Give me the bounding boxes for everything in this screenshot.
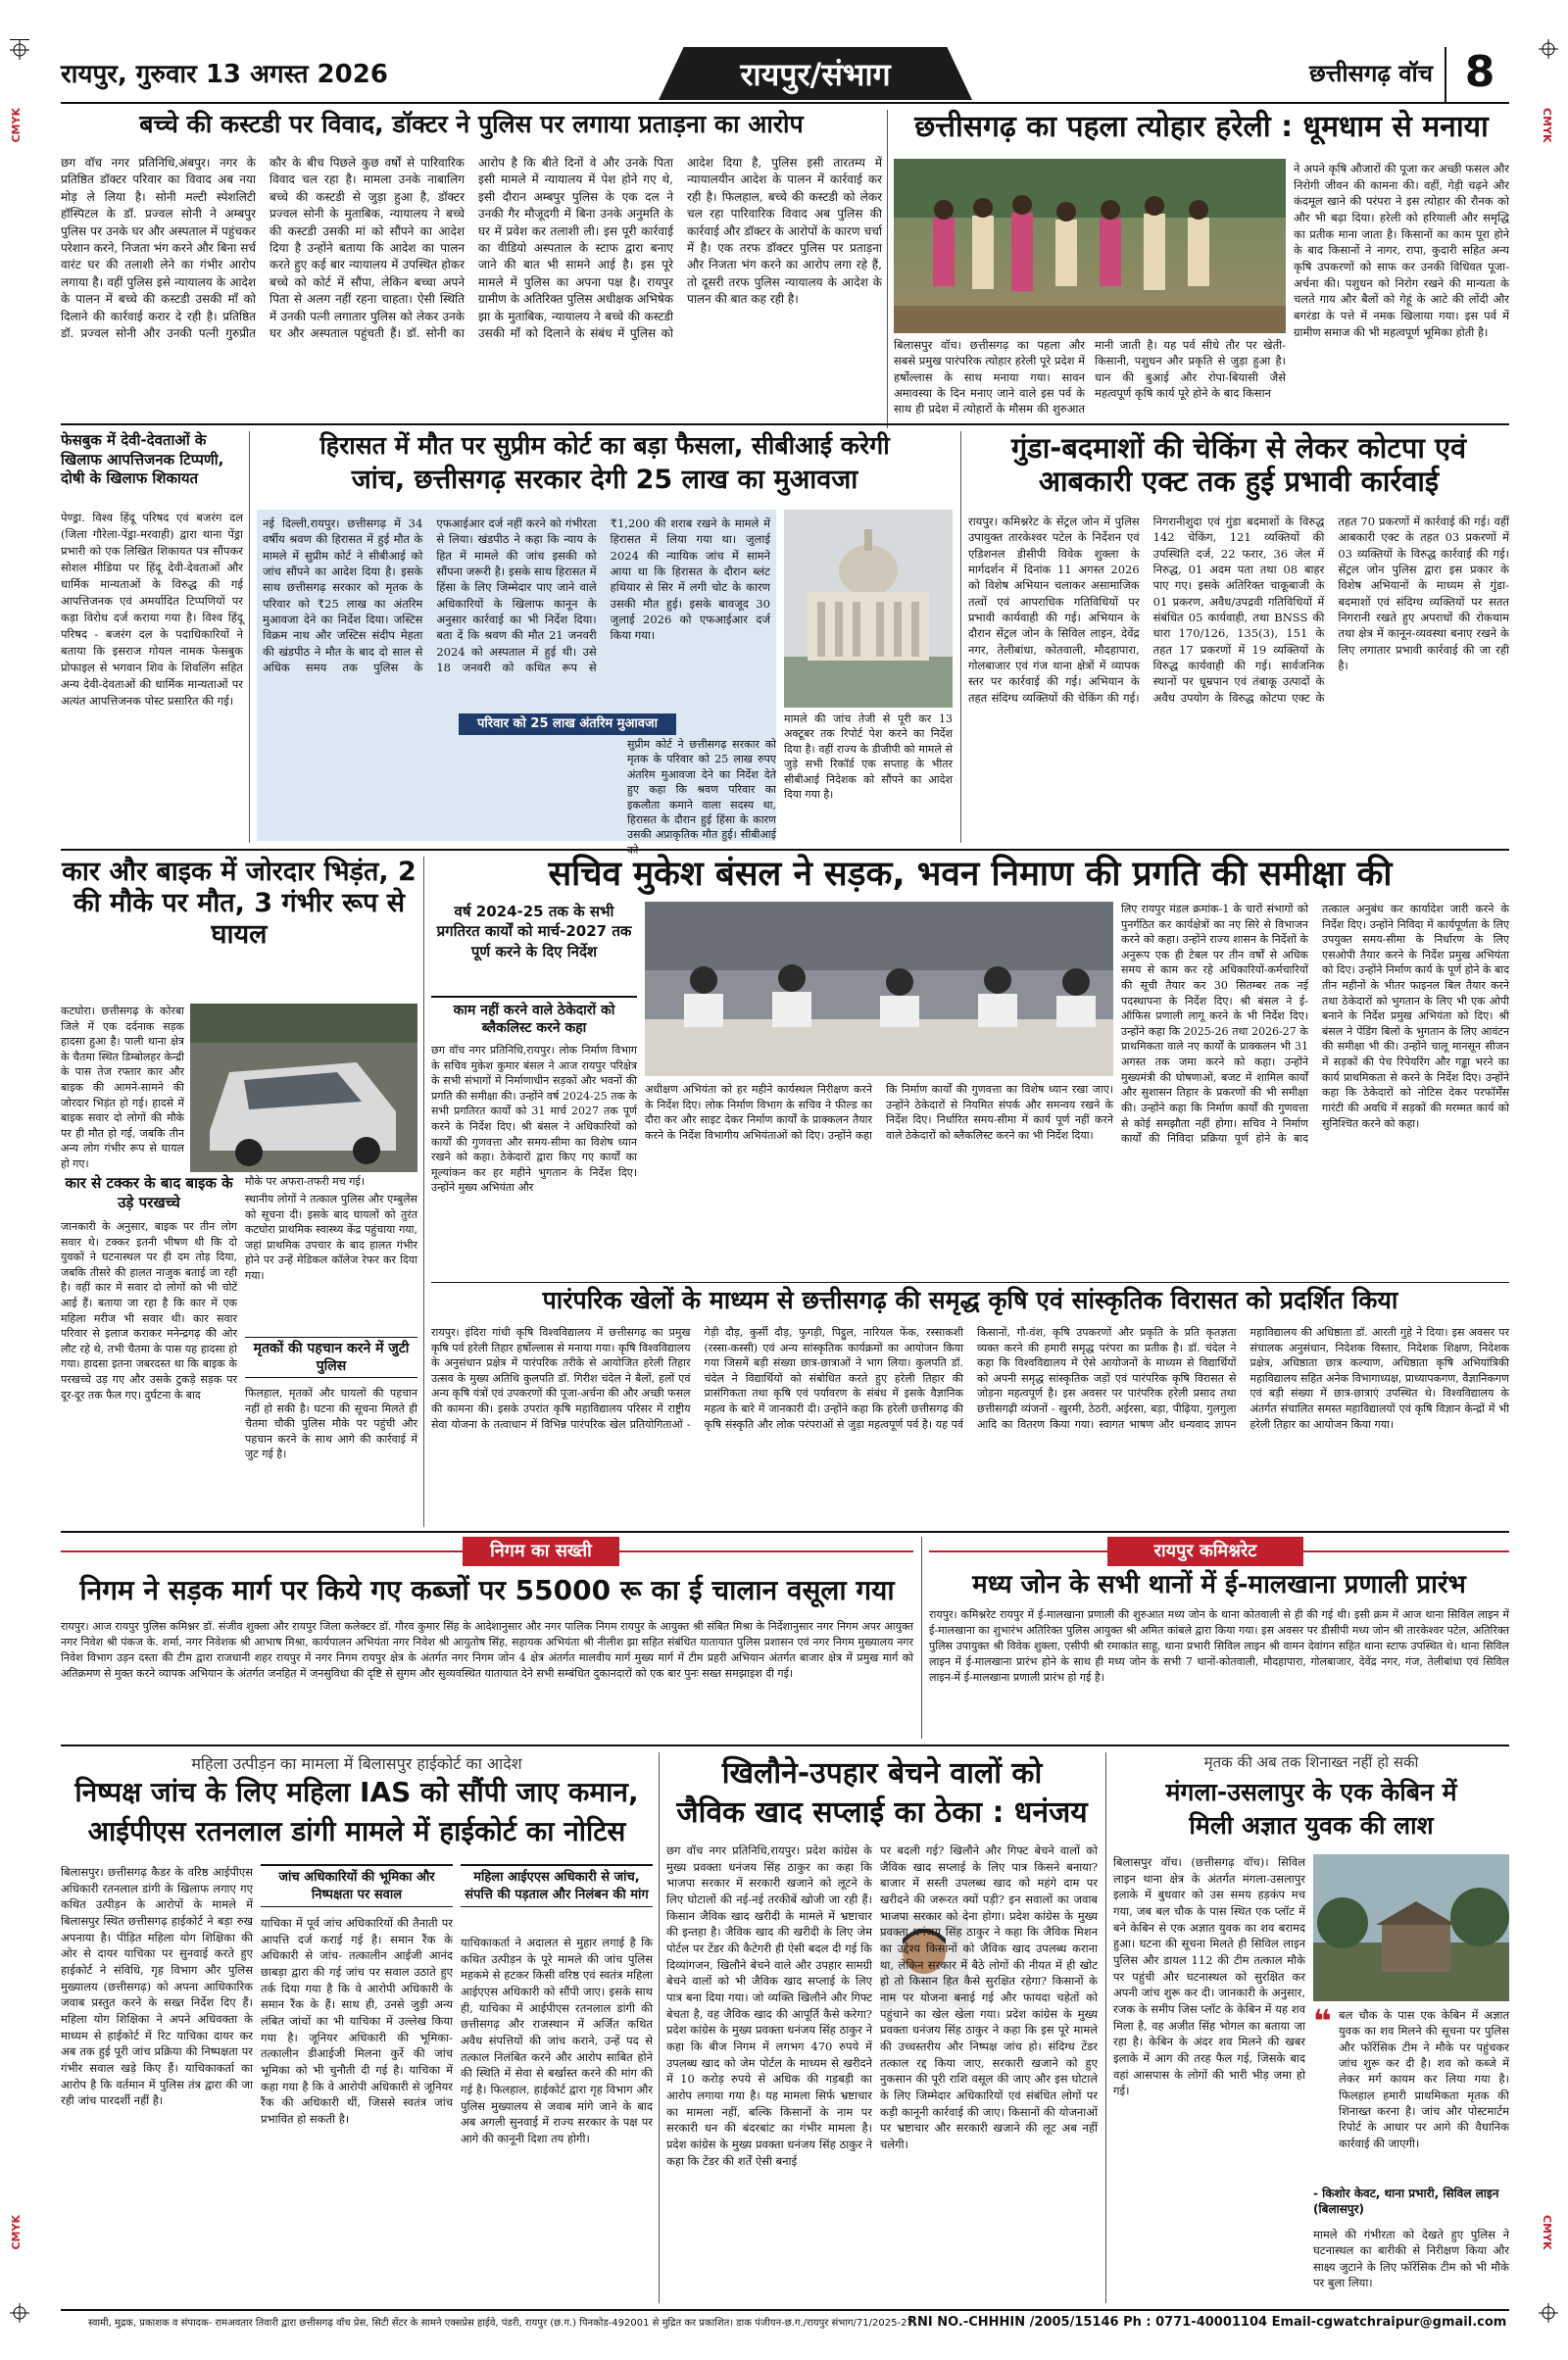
custodial-death-headline-line2: जांच, छत्तीसगढ़ सरकार देगी 25 लाख का मुआवजा: [351, 465, 858, 495]
custody-headline: बच्चे की कस्टडी पर विवाद, डॉक्टर ने पुलिस पर लगाया प्रताड़ना का आरोप: [139, 110, 804, 138]
nigam-tag: निगम का सख्ती: [463, 1537, 619, 1566]
harassment-text-3: याचिकाकर्ता ने अदालत से मुहार लगाई है कि कथित उत्पीड़न के पूरे मामले की जांच पुलिस महकमे से हटकर किसी वरिष्ठ एवं स्वतंत्र महिला आईएएस अधिकारी को सौंपी जाए। इसके साथ ही, याचिका में आईपीएस रतनलाल डांगी की छत्तीसगढ़ और राजस्थान में अर्जित कथित अवैध संपत्तियों की जांच कराने, उन्हें पद से तत्काल निलंबित करने और आरोप साबित होने की स्थिति में सेवा से बर्खास्त करने की मांग की गई है। फिलहाल, हाईकोर्ट द्वारा गृह विभाग और पुलिस मुख्यालय से जवाब मांगे जाने के बाद अब अगली सुनवाई में राज्य सरकार के पक्ष पर आगे की कानूनी दिशा तय होगी।: [461, 1936, 653, 2146]
hareli-headline: छत्तीसगढ़ का पहला त्योहार हरेली : धूमधाम से मनाया: [914, 110, 1489, 144]
registration-cross-icon: [1539, 2303, 1558, 2323]
secretary-text-1: छग वॉच नगर प्रतिनिधि,रायपुर। लोक निर्माण विभाग के सचिव मुकेश कुमार बंसल ने आज रायपुर परिक्षेत्र के सभी संभागों में निर्माणाधीन सड़कों और भवनों की प्रगति की समीक्षा की। उन्होंने वर्ष 2024-25 तक के सभी प्रगतिरत कार्यों को 31 मार्च 2027 तक पूर्ण करने के निर्देश दिए। श्री बंसल ने अधिकारियों को कार्यों की गुणवत्ता और समय-सीमा का विशेष ध्यान रखने को कहा। ठेकेदारों द्वारा किए गए कार्यों का मूल्यांकन कर हर महीने भुगतान के निर्देश दिए। उन्होंने मुख्य अभियंता और: [431, 1044, 637, 1195]
right-print-marks: [1537, 39, 1560, 2333]
nigam-tag-rule: [61, 1550, 463, 1552]
commissionerate-tag: रायपुर कमिश्नरेट: [1107, 1537, 1303, 1566]
harassment-text-1: बिलासपुर। छत्तीसगढ़ कैडर के वरिष्ठ आईपीएस अधिकारी रतनलाल डांगी के खिलाफ लगाए गए कथित उत्पीड़न के आरोपों के मामले में बिलासपुर स्थित छत्तीसगढ़ हाईकोर्ट ने बड़ा रुख अपनाया है। पीड़ित महिला योग शिक्षिका की ओर से दायर याचिका पर सुनवाई करते हुए हाईकोर्ट ने संविधि, गृह विभाग और पुलिस मुख्यालय (छत्तीसगढ़) को अपना आधिकारिक जवाब प्रस्तुत करने के सख्त निर्देश दिए हैं। महिला योग शिक्षिका ने अपने अधिवक्ता के माध्यम से हाईकोर्ट में रिट याचिका दायर कर अब तक हुई पूरी जांच प्रक्रिया की निष्पक्षता पर गंभीर सवाल खड़े किए हैं। याचिकाकर्ता का आरोप है कि वर्तमान में पुलिस तंत्र द्वारा की जा रही जांच पारदर्शी नहीं है।: [61, 1865, 253, 2108]
hareli-festival-photo: [894, 159, 1286, 333]
custodial-death-article-text: नई दिल्ली,रायपुर। छत्तीसगढ़ में 34 वर्षीय श्रवण की हिरासत में हुई मौत के मामले में सुप्रीम कोर्ट ने सीबीआई को जांच सौंपने का आदेश दिया है। इसके साथ छत्तीसगढ़ सरकार को मृतक के परिवार को ₹25 लाख का अंतरिम मुआवजा देने का निर्देश दिया। जस्टिस विक्रम नाथ और जस्टिस संदीप मेहता की खंडपीठ ने मौत के बाद दो साल से अधिक समय तक पुलिस के एफआईआर दर्ज नहीं करने को गंभीरता से लिया। खंडपीठ ने कहा कि न्याय के हित में मामले की जांच इसकी को सौंपना जरूरी है। इसके साथ हिरासत में हिंसा के लिए जिम्मेदार पाए जाने वाले अधिकारियों के खिलाफ कानून के अनुसार कार्रवाई का भी निर्देश दिया। बता दें कि श्रवण की मौत 21 जनवरी 2024 को अस्पताल में हुई थी। उसे 18 जनवरी को कथित रूप से ₹1,200 की शराब रखने के मामले में हिरासत में लिया गया था। जुलाई 2024 की न्यायिक जांच में सामने आया था कि हिरासत के दौरान ब्लंट हथियार से सिर में लगी चोट के कारण उसकी मौत हुई। इसके बावजूद 30 जुलाई 2026 को एफआईआर दर्ज किया गया।: [257, 510, 776, 841]
column-rule: [249, 431, 250, 843]
accident-car-photo: [190, 1004, 417, 1172]
hareli-photo-svg: [894, 159, 1286, 333]
footer-rule: [61, 2309, 1509, 2311]
cmyk-label-top: CMYK: [10, 108, 23, 143]
hareli-photo-caption: बिलासपुर वॉच। छत्तीसगढ़ का पहला और सबसे प्रमुख पारंपरिक त्योहार हरेली पूरे प्रदेश में हर्षोल्लास के साथ मनाया गया। सावन अमावस्या के दिन मनाए जाने वाले इस पर्व के साथ ही प्रदेश में त्योहारों के मौसम की शुरुआत मानी जाती है। यह पर्व सीधे तौर पर खेती-किसानी, पशुधन और प्रकृति से जुड़ा हुआ है। धान की बुआई और रोपा-बियासी जैसे महत्वपूर्ण कृषि कार्य पूरे होने के बाद किसान: [894, 338, 1286, 417]
dhananjay-headline-line2: जैविक खाद सप्लाई का ठेका : धनंजय: [676, 1795, 1088, 1830]
supreme-court-photo-caption: मामले की जांच तेजी से पूरी कर 13 अक्टूबर तक रिपोर्ट पेश करने का निर्देश दिया है। वहीं राज्य के डीजीपी को मामले से जुड़े सभी रिकॉर्ड एक सप्ताह के भीतर सीबीआई निदेशक को सौंपने का आदेश दिया गया है।: [784, 713, 953, 801]
secretary-subhead-1: वर्ष 2024-25 तक के सभी प्रगतिरत कार्यों को मार्च-2027 तक पूर्ण करने के दिए निर्देश: [436, 903, 632, 960]
column-rule: [960, 431, 961, 843]
custody-article-text: छग वॉच नगर प्रतिनिधि,अंबपुर। नगर के प्रतिष्ठित डॉक्टर परिवार का विवाद अब नया मोड़ ले लिया है। सोनी मल्टी स्पेशलिटी हॉस्पिटल के डॉ. प्रज्वल सोनी ने अम्बपुर पुलिस पर उनके घर और अस्पताल में पहुंचकर परेशान करने, निजता भंग करने और बिना सर्च वारंट घर की तलाशी लेने का गंभीर आरोप लगाया है। वहीं पुलिस इसे न्यायालय के आदेश के पालन में बच्चे की कस्टडी उसकी माँ को दिलाने की कार्रवाई करार दे रही है। प्रतिष्ठित डॉ. प्रज्वल सोनी और उनकी पत्नी गुरुप्रीत कौर के बीच पिछले कुछ वर्षों से पारिवारिक विवाद चल रहा है। मामला उनके नाबालिग बच्चे की कस्टडी से जुड़ा हुआ है, डॉक्टर प्रज्वल सोनी के मुताबिक, न्यायालय ने बच्चे की कस्टडी उसकी मां को सौंपने का आदेश दिया है उन्होंने बताया कि आदेश का पालन करते हुए कई बार न्यायालय में उपस्थित होकर बच्चे को कोर्ट में सौंपा, लेकिन बच्चा अपने पिता से अलग नहीं रहना चाहता। ऐसी स्थिति में उनकी पत्नी लगातार पुलिस को लेकर उनके घर और अस्पताल पहुंचती हैं। डॉ. सोनी का आरोप है कि बीते दिनों वे और उनके पिता इसी मामले में न्यायालय में पेश होने गए थे, इसी दौरान अम्बपुर पुलिस के एक दल ने उनकी गैर मौजूदगी में बिना उनके अनुमति के घर में प्रवेश कर तलाशी ली। इस पूरी कार्रवाई का वीडियो अस्पताल के स्टाफ द्वारा बनाए जाने की बात भी सामने आई है। इस पूरे मामले में पुलिस का अपना पक्ष है। रायपुर ग्रामीण के अतिरिक्त पुलिस अधीक्षक अभिषेक झा के मुताबिक, न्यायालय ने बच्चे की कस्टडी उसकी माँ को दिलाने के संबंध में पुलिस को आदेश दिया है, पुलिस इसी तारतम्य में न्यायालयीन आदेश के पालन में कार्रवाई कर रही है। फिलहाल, बच्चे की कस्टडी को लेकर चल रहा पारिवारिक विवाद अब पुलिस की कार्रवाई और डॉक्टर के आरोपों के कारण चर्चा में है। एक तरफ डॉक्टर पुलिस पर प्रताड़ना और निजता भंग करने का आरोप लगा रहे हैं, तो दूसरी तरफ पुलिस न्यायालय के आदेश के पालन की बात कह रही है।: [61, 156, 882, 340]
police-quote: बल चौक के पास एक केबिन में अज्ञात युवक का शव मिलने की सूचना पर पुलिस और फॉरेंसिक टीम ने मौके पर पहुंचकर जांच शुरू कर दी है। शव को कब्जे में लेकर मर्ग कायम कर लिया गया है। फिलहाल हमारी प्राथमिकता मृतक की शिनाख्त करना है। जांच और पोस्टमार्टम रिपोर्ट के आधार पर आगे की वैधानिक कार्रवाई की जाएगी।: [1339, 2008, 1509, 2150]
e-malkhana-headline: मध्य जोन के सभी थानों में ई-मालखाना प्रणाली प्रारंभ: [972, 1570, 1466, 1599]
section-rule: [61, 849, 1509, 851]
harassment-headline-line1: निष्पक्ष जांच के लिए महिला IAS को सौंपी जाए कमान,: [74, 1776, 639, 1808]
dhananjay-headline-line1: खिलौने-उपहार बेचने वालों को: [721, 1756, 1043, 1791]
body-found-kicker: मृतक की अब तक शिनाख्त नहीं हो सकी: [1203, 1753, 1419, 1771]
column-rule: [659, 1752, 660, 2303]
secretary-text-3: लिए रायपुर मंडल क्रमांक-1 के चारों संभागों को पुनर्गठित कर कार्यक्षेत्रों का नए सिरे से विभाजन करने को कहा। उन्होंने राज्य शासन के निर्देशों के अनुरूप एक ही टेबल पर तीन वर्षों से अधिक समय से काम कर रहे अधिकारियों-कर्मचारियों की सूची तैयार कर 30 सितम्बर तक नई पदस्थापना के निर्देश दिए। श्री बंसल ने ई-ऑफिस प्रणाली लागू करने के भी निर्देश दिए। उन्होंने कहा कि 2025-26 तथा 2026-27 के प्राथमिकता वाले नए कार्यों के प्राक्कलन भी 31 अगस्त तक जमा करने को कहा। उन्होंने मुख्यमंत्री की घोषणाओं, बजट में शामिल कार्यों और सुशासन तिहार के प्रकरणों की भी समीक्षा की। उन्होंने कहा कि निर्माण कार्यों की गुणवत्ता से कोई समझौता नहीं होगा। सचिव ने निर्माण कार्यों की निविदा प्रक्रिया पूर्ण होने के बाद तत्काल अनुबंध कर कार्यादेश जारी करने के निर्देश दिए। उन्होंने निविदा में कार्यपूर्णता के लिए उपयुक्त समय-सीमा के निर्धारण के लिए एसओपी तैयार करने के निर्देश प्रमुख अभियंता को दिए। उन्होंने निर्माण कार्य के पूर्ण होने के बाद तीन महीनों के भीतर फाइनल बिल तैयार करने तथा ठेकेदारों को भुगतान के लिए भी एक ओपी बनाने के निर्देश प्रमुख अभियंता को दिए। श्री बंसल ने पेंडिंग बिलों के भुगतान के लिए आवंटन की समीक्षा भी की। उन्होंने चालू मानसून सीजन में सड़कों की पेच रिपेयरिंग और गड्ढा भरने का कार्य प्राथमिकता से करने के निर्देश दिए। उन्होंने कहा कि ठेकेदारों को नोटिस देकर परफॉर्मेंस गारंटी की अवधि में सड़कों की मरम्मत कार्य को सुनिश्चित करने को कहा।: [1121, 903, 1509, 1146]
masthead-date: रायपुर, गुरुवार 13 अगस्त 2026: [61, 60, 388, 89]
body-found-headline-line2: मिली अज्ञात युवक की लाश: [1189, 1811, 1434, 1840]
custodial-death-headline-line1: हिरासत में मौत पर सुप्रीम कोर्ट का बड़ा फैसला, सीबीआई करेगी: [319, 431, 890, 460]
body-found-text-1: बिलासपुर वॉच। (छत्तीसगढ़ वॉच)। सिविल लाइन थाना क्षेत्र के अंतर्गत मंगला-उसलापुर इलाके में बुधवार को उस समय हड़कंप मच गया, जब बल चौक के पास स्थित एक प्लॉट में बने केबिन से एक अज्ञात युवक का शव बरामद हुआ। घटना की सूचना मिलते ही सिविल लाइन पुलिस और डायल 112 की टीम तत्काल मौके पर पहुंची और घटनास्थल को सुरक्षित कर अपनी जांच शुरू कर दी। जानकारी के अनुसार, रजक के समीप जिस प्लॉट के केबिन में यह शव मिला है, वह अजीत सिंह भोगल का बताया जा रहा है। केबिन के अंदर शव मिलने की खबर इलाके में आग की तरह फैल गई, जिसके बाद वहां आसपास के लोगों की भारी भीड़ जमा हो गई।: [1113, 1855, 1305, 2098]
section-rule: [61, 423, 1509, 425]
nigam-article-text: रायपुर। आज रायपुर पुलिस कमिश्नर डॉ. संजीव शुक्ला और रायपुर जिला कलेक्टर डॉ. गौरव कुमार सिंह के आदेशानुसार और नगर पालिक निगम रायपुर के आयुक्त श्री संबित मिश्रा के निर्देशानुसार नगर निगम अपर आयुक्त नगर निवेश श्री पंकज के. शर्मा, नगर निवेशक श्री आभाष मिश्रा, कार्यपालन अभियंता नगर निवेश श्री आयुतोष सिंह, सहायक अभियंता श्री नीलीश झा सहित संबंधित यातायात पुलिस प्रशासन एवं नगर निगम मुख्यालय नगर निवेश विभाग उड़न दस्ता की टीम द्वारा राजधानी शहर रायपुर में नगर निगम रायपुर क्षेत्र के अंतर्गत नगर निगम जोन 4 क्षेत्र अंतर्गत मालवीय मार्ग मुख्य मार्ग में टीम प्रहरी अभियान अंतर्गत बाजार क्षेत्र में प्रमुख मार्ग को अतिक्रमण से मुक्त करने व्यापक अभियान के अंतर्गत जनहित में जनसुविधा की दृष्टि से सुगम और सुव्यवस्थित यातायात देने सभी सम्बंधित दुकानदारों को एक बार पुनः सख्त समझाइश दी गई।: [61, 1620, 913, 1680]
traditional-games-article-text: रायपुर। इंदिरा गांधी कृषि विश्वविद्यालय में छत्तीसगढ़ का प्रमुख कृषि पर्व हरेली तिहार हर्षोल्लास से मनाया गया। कृषि विश्वविद्यालय के अनुसंधान प्रक्षेत्र में पारंपरिक तरीके से आयोजित हरेली तिहार उत्सव के मुख्य अतिथि कुलपति डॉ. गिरीश चंदेल ने बैलों, हलों एवं अन्य कृषि यंत्रों एवं उपकरणों की पूजा-अर्चना की और अच्छी फसल की कामना की। इसके उपरांत कृषि महाविद्यालय परिसर में राष्ट्रीय सेवा योजना के तत्वाधान में विभिन्न पारंपरिक खेल प्रतियोगिताओं - गेड़ी दौड़, कुर्सी दौड़, फुगड़ी, पिट्ठुल, नारियल फेंक, रस्साकशी (रस्सा-कस्सी) एवं अन्य सांस्कृतिक कार्यक्रमों का आयोजन किया गया जिसमें बड़ी संख्या छात्र-छात्राओं ने भाग लिया। कुलपति डॉ. चंदेल ने विद्यार्थियों को संबोधित करते हुए हरेली तिहार की प्रासंगिकता तथा कृषि एवं पर्यावरण के संबंध में इसके वैज्ञानिक महत्व के बारे में जानकारी दी। उन्होंने कहा कि हरेली छत्तीसगढ़ की कृषि संस्कृति और लोक परंपराओं से जुड़ा महत्वपूर्ण पर्व है। यह पर्व किसानों, गौ-वंश, कृषि उपकरणों और प्रकृति के प्रति कृतज्ञता व्यक्त करने की हमारी समृद्ध परंपरा का प्रतीक है। डॉ. चंदेल ने कहा कि विश्वविद्यालय में ऐसे आयोजनों के माध्यम से विद्यार्थियों को अपनी समृद्ध सांस्कृतिक जड़ों एवं पारंपरिक कृषि विरासत से जोड़ना महत्वपूर्ण है। इस अवसर पर पारंपरिक हरेली प्रसाद तथा छत्तीसगढ़ी व्यंजनों - खुरमी, ठेठरी, अईरसा, बड़ा, पीढ़िया, गुलगुला आदि का वितरण किया गया। स्वागत भाषण और धन्यवाद ज्ञापन महाविद्यालय की अधिष्ठाता डॉ. आरती गुहे ने दिया। इस अवसर पर संचालक अनुसंधान, निदेशक विस्तार, निदेशक शिक्षण, निदेशक प्रक्षेत्र, अधिष्ठाता छात्र कल्याण, अधिष्ठाता कृषि अभियांत्रिकी महाविद्यालय सहित अनेक विभागाध्यक्ष, प्राध्यापकगण, वैज्ञानिकगण एवं बड़ी संख्या में छात्र-छात्राएं उपस्थित थे। विश्वविद्यालय के अंतर्गत संचालित समस्त महाविद्यालयों एवं कृषि विज्ञान केन्द्रों में भी हरेली तिहार का आयोजन किया गया।: [431, 1326, 1509, 1431]
cabin-scene-photo: [1313, 1854, 1509, 2001]
masthead-rule: [61, 102, 1509, 104]
goonda-checking-headline: गुंडा-बदमाशों की चेकिंग से लेकर कोटपा एवं आबकारी एक्ट तक हुई प्रभावी कार्रवाई: [1010, 431, 1467, 499]
column-rule: [1105, 1752, 1106, 2303]
cmyk-label-bottom: CMYK: [10, 2215, 23, 2250]
registration-cross-icon: [1539, 39, 1558, 59]
goonda-checking-article-text: रायपुर। कमिश्नरेट के सेंट्रल जोन में पुलिस उपायुक्त तारकेश्वर पटेल के निर्देशन एवं एडिशनल डीसीपी विवेक शुक्ला के मार्गदर्शन में दिनांक 11 अगस्त 2026 को विशेष अभियान चलाकर असामाजिक तत्वों एवं आपराधिक गतिविधियों पर प्रभावी कार्यवाही की गई। अभियान के दौरान सेंट्रल जोन के सिविल लाइन, देवेंद्र नगर, तेलीबांधा, कोतवाली, मौदहापारा, गोलबाजार एवं गंज थाना क्षेत्रों में व्यापक स्तर पर कार्रवाई की गई। अभियान के तहत संदिग्ध व्यक्तियों की चेकिंग की गई। निगरानीशुदा एवं गुंडा बदमाशों के विरुद्ध 142 चेकिंग, 121 व्यक्तियों की उपस्थिति दर्ज, 22 फरार, 36 जेल में निरुद्ध, 01 अदम पता तथा 08 बाहर पाए गए। इसके अतिरिक्त चाकूबाजी के 01 प्रकरण, अवैध/उपद्रवी गतिविधियों में संबंधित 05 कार्यवाही, तथा BNSS की धारा 170/126, 135(3), 151 के तहत 17 प्रकरणों में 19 व्यक्तियों के विरुद्ध कार्यवाही की गई। सार्वजनिक स्थानों पर धूम्रपान एवं तंबाकू उत्पादों के अवैध उपयोग के विरुद्ध कोटपा एक्ट के तहत 70 प्रकरणों में कार्रवाई की गई। वहीं आबकारी एक्ट के तहत 03 प्रकरणों में 03 व्यक्तियों के विरुद्ध कार्रवाई की गई। सेंट्रल जोन पुलिस द्वारा इस प्रकार के विशेष अभियानों के माध्यम से गुंडा-बदमाशों एवं संदिग्ध व्यक्तियों पर सतत निगरानी रखते हुए अपराधों की रोकथाम तथा क्षेत्र में कानून-व्यवस्था बनाए रखने के लिए लगातार प्रभावी कार्रवाई की जा रही है।: [968, 515, 1509, 705]
registration-cross-icon: [10, 2303, 29, 2323]
cmyk-label-bottom: CMYK: [1541, 2215, 1553, 2250]
police-quote-attribution: - किशोर केवट, थाना प्रभारी, सिविल लाइन (बिलासपुर): [1313, 2187, 1499, 2217]
page-number: 8: [1464, 47, 1495, 97]
column-rule: [921, 1537, 922, 1739]
cmyk-label-top: CMYK: [1541, 108, 1553, 143]
nigam-tag-rule: [619, 1550, 913, 1552]
meeting-photo-svg: [645, 902, 1113, 1076]
harassment-headline-line2: आईपीएस रतनलाल डांगी मामले में हाईकोर्ट का नोटिस: [87, 1815, 626, 1847]
body-found-text-2: मामले की गंभीरता को देखते हुए पुलिस ने घटनास्थल का बारीकी से निरीक्षण किया और साक्ष्य जुटाने के लिए फॉरेंसिक टीम को भी मौके पर बुला लिया।: [1313, 2228, 1509, 2289]
nigam-headline: निगम ने सड़क मार्ग पर किये गए कब्जों पर 55000 रू का ई चालान वसूला गया: [79, 1574, 895, 1606]
commissionerate-tag-rule: [929, 1550, 1107, 1552]
cabin-photo-svg: [1313, 1854, 1509, 2001]
harassment-subhead-1: जांच अधिकारियों की भूमिका और निष्पक्षता पर सवाल: [261, 1864, 453, 1907]
harassment-text-2: याचिका में पूर्व जांच अधिकारियों की तैनाती पर आपत्ति दर्ज कराई गई है। समान रैंक के अधिकारी से जांच- तत्कालीन आईजी आनंद छाबड़ा द्वारा की गई जांच पर सवाल उठाते हुए तर्क दिया गया है कि वे आरोपी अधिकारी के समान रैंक के हैं। साथ ही, उनसे जुड़ी अन्य लंबित जांचों का भी याचिका में उल्लेख किया गया है। जूनियर अधिकारी की भूमिका- तत्कालीन डीआईजी मिलना कुर्रे की जांच भूमिका को भी चुनौती दी गई है। याचिका में कहा गया है कि वे आरोपी अधिकारी से जूनियर रैंक की अधिकारी थीं, जिससे स्वतंत्र जांच प्रभावित हो सकती है।: [261, 1916, 453, 2127]
masthead-section: रायपुर/संभाग: [740, 56, 891, 93]
left-print-marks: [8, 39, 31, 2333]
facebook-article-text: पेण्ड्रा. विश्व हिंदू परिषद एवं बजरंग दल (जिला गौरेला-पेंड्रा-मरवाही) द्वारा थाना पेंड्रा प्रभारी को एक लिखित शिकायत पत्र सौंपकर सोशल मीडिया पर हिंदू देवी-देवताओं और धार्मिक मान्यताओं के विरुद्ध की गई आपत्तिजनक एवं अमर्यादित टिप्पणियों पर कड़ा विरोध दर्ज कराया गया है। विश्व हिंदू परिषद - बजरंग दल के पदाधिकारियों ने बताया कि इसराज गोयल नामक फेसबुक प्रोफाइल से भगवान शिव के शिवलिंग सहित अन्य देवी-देवताओं की धार्मिक मान्यताओं पर अत्यंत आपत्तिजनक पोस्ट प्रसारित की गई।: [61, 511, 243, 709]
column-rule: [423, 857, 424, 1527]
footer-rni: RNI NO.-CHHHIN /2005/15146 Ph : 0771-40001104 Email-cgwatchraipur@gmail.com: [907, 2315, 1507, 2330]
dhananjay-text-1: छग वॉच नगर प्रतिनिधि,रायपुर। प्रदेश कांग्रेस के मुख्य प्रवक्ता धनंजय सिंह ठाकुर का कहा कि भाजपा सरकार में सरकारी खजाने को लूटने के लिए घोटालों की नई-नई तरकीबें खोजी जा रही हैं। किसान जैविक खाद खरीदी के मामले में भ्रष्टाचार की इन्तहा है। जैविक खाद की खरीदी के लिए जेम पोर्टल पर टेंडर की कैटेगरी ही ऐसी बदल दी गई कि दिव्यांगजन, खिलौने बेचने वाले और उपहार सामग्री बेचने वालों को भी जैविक खाद सप्लाई के लिए पात्र बना दिया गया। जो व्यक्ति खिलौने और गिफ्ट बेचता है, वह जैविक खाद की आपूर्ति कैसे करेगा? प्रदेश कांग्रेस के मुख्य प्रवक्ता धनंजय सिंह ठाकुर ने कहा कि बीज निगम में लगभग 470 रुपये में उपलब्ध खाद को जेम पोर्टल के माध्यम से खरीदने में 10 करोड़ रुपये से अधिक की गड़बड़ी का आरोप लगाया गया है। यह मामला सिर्फ भ्रष्टाचार का मामला नहीं, बल्कि किसानों के नाम पर सरकारी धन की बंदरबांट का गंभीर मामला है। प्रदेश कांग्रेस के मुख्य प्रवक्ता धनंजय सिंह ठाकुर ने कहा कि टेंडर की शर्तें ऐसी बनाई: [666, 1844, 872, 2168]
facebook-headline: फेसबुक में देवी-देवताओं के खिलाफ आपत्तिजनक टिप्पणी, दोषी के खिलाफ शिकायत: [61, 431, 224, 487]
secretary-review-headline: सचिव मुकेश बंसल ने सड़क, भवन निमाण की प्रगति की समीक्षा की: [548, 855, 1393, 894]
dhananjay-text-2: पर बदली गई? खिलौने और गिफ्ट बेचने वालों को जैविक खाद सप्लाई के लिए पात्र किसने बनाया? बाजार में सस्ती उपलब्ध खाद को महंगे दाम पर खरीदने की जरूरत क्यों पड़ी? इन सवालों का जवाब भाजपा सरकार को देना होगा। प्रदेश कांग्रेस के मुख्य प्रवक्ता धनंजय सिंह ठाकुर ने कहा कि जैविक मिशन का उद्देश्य किसानों को जैविक खाद उपलब्ध कराना था, लेकिन सरकार में बैठे लोगों की नीयत में ही खोट हो तो किसान हित कैसे सुरक्षित रहेगा? किसानों के नाम पर योजना बनाई गई और फायदा चहेतों को पहुंचाने का खेल खेला गया। प्रदेश कांग्रेस के मुख्य प्रवक्ता धनंजय सिंह ठाकुर ने कहा कि इस पूरे मामले की उच्चस्तरीय और निष्पक्ष जांच हो। संदिग्ध टेंडर तत्काल रद्द किया जाए, सरकारी खजाने को हुए नुकसान की पूरी राशि वसूल की जाए और इस घोटाले के लिए जिम्मेदार अधिकारियों एवं संबंधित लोगों पर कड़ी कानूनी कार्रवाई की जाए। किसानों की योजनाओं पर भ्रष्टाचार और सरकारी खजाने की लूट अब नहीं चलेगी।: [880, 1844, 1098, 2152]
masthead-brand: छत्तीसगढ़ वॉच: [1308, 60, 1433, 87]
section-rule: [61, 1745, 1509, 1746]
accident-text-3: स्थानीय लोगों ने तत्काल पुलिस और एम्बुलेंस को सूचना दी। इसके बाद घायलों को तुरंत कटघोरा प्राथमिक स्वास्थ्य केंद्र पहुंचाया गया, जहां प्राथमिक उपचार के बाद हालत गंभीर होने पर उन्हें मेडिकल कॉलेज रेफर कर दिया गया।: [245, 1193, 417, 1283]
accident-text-4: फिलहाल, मृतकों और घायलों की पहचान नहीं हो सकी है। घटना की सूचना मिलते ही चैतमा चौकी पुलिस मौके पर पहुंची और पहचान करने के साथ आगे की कार्रवाई में जुट गई है।: [245, 1387, 417, 1461]
compensation-text: सुप्रीम कोर्ट ने छत्तीसगढ़ सरकार को मृतक के परिवार को 25 लाख रुपए अंतरिम मुआवजा देने का निर्देश देते हुए कहा कि श्रवण परिवार का इकलौता कमाने वाला सदस्य था, हिरासत के दौरान हुई हिंसा के कारण उसकी अप्राकृतिक मौत हुई। सीबीआई: [627, 738, 776, 842]
secretary-subhead-2: काम नहीं करने वाले ठेकेदारों को ब्लैकलिस्ट करने कहा: [431, 996, 637, 1037]
accident-photo-caption: मौके पर अफरा-तफरी मच गई।: [245, 1175, 365, 1188]
registration-cross-icon: [10, 39, 29, 59]
traditional-games-headline: पारंपरिक खेलों के माध्यम से छत्तीसगढ़ की समृद्ध कृषि एवं सांस्कृतिक विरासत को प्रदर्शित किया: [542, 1286, 1398, 1314]
commissionerate-tag-rule: [1303, 1550, 1509, 1552]
secretary-meeting-photo: [645, 902, 1113, 1076]
accident-text-1: कटघोरा। छत्तीसगढ़ के कोरबा जिले में एक दर्दनाक सड़क हादसा हुआ है। पाली थाना क्षेत्र के चैतमा स्थित डिम्बोलहर केन्द्री के पास तेज रफ्तार कार और बाइक की आमने-सामने की जोरदार भिड़ंत हो गई। हादसे में बाइक सवार दो लोगों की मौके पर ही मौत हो गई, जबकि तीन अन्य लोग गंभीर रूप से घायल हो गए।: [61, 1005, 184, 1171]
harassment-subhead-2: महिला आईएएस अधिकारी से जांच, संपत्ति की पड़ताल और निलंबन की मांग: [461, 1864, 653, 1907]
column-rule: [887, 110, 888, 428]
police-quote-icon: ❝: [1313, 2002, 1332, 2040]
supreme-court-photo: [784, 510, 953, 708]
accident-photo-svg: [190, 1004, 417, 1172]
page-number-divider: [1445, 47, 1446, 102]
section-rule: [61, 1531, 1509, 1533]
accident-headline: कार और बाइक में जोरदार भिड़ंत, 2 की मौके पर मौत, 3 गंभीर रूप से घायल: [62, 857, 416, 950]
harassment-kicker: महिला उत्पीड़न का मामला में बिलासपुर हाईकोर्ट का आदेश: [191, 1754, 522, 1773]
supreme-court-photo-svg: [784, 510, 953, 708]
compensation-subhead: परिवार को 25 लाख अंतरिम मुआवजा: [459, 713, 676, 735]
section-rule: [431, 1282, 1509, 1283]
body-found-headline-line1: मंगला-उसलापुर के एक केबिन में: [1165, 1778, 1457, 1806]
hareli-article-text: ने अपने कृषि औजारों की पूजा कर अच्छी फसल और निरोगी जीवन की कामना की। वहीं, गेड़ी चढ़ने और कंदमूल खाने की परंपरा ने इस त्योहार की रौनक को और भी बढ़ा दिया। हरेली को हरियाली और समृद्धि का प्रतीक माना जाता है। किसानों का काम पूरा होने के बाद किसानों ने नागर, रापा, कुदारी सहित अन्य कृषि उपकरणों को साफ कर उनकी विधिवत पूजा-अर्चना की। पशुधन को निरोग रखने की मान्यता के चलते गाय और बैलों को गेहूं के आटे की लोंदी और बगरंडा के पत्ते में नमक खिलाया गया। इस पर्व में ग्रामीण समाज की भी महत्वपूर्ण भूमिका होती है।: [1294, 162, 1509, 339]
e-malkhana-article-text: रायपुर। कमिश्नरेट रायपुर में ई-मालखाना प्रणाली की शुरुआत मध्य जोन के थाना कोतवाली से ही की गई थी। इसी क्रम में आज थाना सिविल लाइन में ई-मालखाना का शुभारंभ अतिरिक्त पुलिस आयुक्त श्री अमित कांबले द्वारा किया गया। इस अवसर पर डीसीपी मध्य जोन श्री तारकेश्वर पटेल, अतिरिक्त पुलिस उपायुक्त श्री विवेक शुक्ला, एसीपी श्री रमाकांत साहू, थाना प्रभारी सिविल लाइन श्री वामन देवांगन सहित थाना स्टाफ उपस्थित थे। थाना सिविल लाइन में ई-मालखाना प्रारंभ होने के साथ ही मध्य जोन के सभी 7 थानों-कोतवाली, मौदहापारा, गोलबाजार, देवेंद्र नगर, गंज, तेलीबांधा एवं सिविल लाइन-में ई-मालखाना प्रणाली प्रारंभ हो गई है।: [929, 1608, 1509, 1684]
secretary-text-2: अधीक्षण अभियंता को हर महीने कार्यस्थल निरीक्षण करने के निर्देश दिए। लोक निर्माण विभाग के सचिव ने फील्ड का दौरा कर और साइट देकर निर्माण कार्यों के प्राक्कलन तैयार करने के निर्देश विभागीय अभियंताओं को दिए। उन्होंने कहा कि निर्माण कार्यों की गुणवत्ता का विशेष ध्यान रखा जाए। उन्होंने ठेकेदारों से नियमित संपर्क और समन्वय रखने के निर्देश दिए। निर्धारित समय-सीमा में कार्य पूर्ण नहीं करने वाले ठेकेदारों को ब्लैकलिस्ट करने का भी निर्देश दिया।: [645, 1083, 1113, 1142]
accident-subhead-2: मृतकों की पहचान करने में जुटी पुलिस: [245, 1337, 417, 1378]
accident-subhead-1: कार से टक्कर के बाद बाइक के उड़े परखच्चे: [65, 1174, 233, 1211]
masthead: [61, 47, 1509, 104]
accident-text-2: जानकारी के अनुसार, बाइक पर तीन लोग सवार थे। टक्कर इतनी भीषण थी कि दो युवकों ने घटनास्थल पर ही दम तोड़ दिया, जबकि तीसरे की हालत नाजुक बताई जा रही है। वहीं कार में सवार दो लोगों को भी चोटें आई हैं। बताया जा रहा है कि कार में एक महिला मरीज भी सवार थी। कार सवार परिवार से इलाज कराकर मनेन्द्रगढ़ की ओर लौट रहे थे, तभी चैतमा के पास यह हादसा हो गया। हादसा इतना जबरदस्त था कि बाइक के परखच्चे उड़ गए और उसके टुकड़े सड़क पर दूर-दूर तक फैल गए। दुर्घटना के बाद: [61, 1220, 237, 1401]
footer-imprint: स्वामी, मुद्रक, प्रकाशक व संपादक- रामअवतार तिवारी द्वारा छत्तीसगढ़ वॉच प्रेस, सिटी सेंटर के सामने एक्सप्रेस हाईवे, पंडरी, रायपुर (छ.ग.) पिनकोड-492001 से मुद्रित कर प्रकाशित। डाक पंजीयन-छ.ग./रायपुर संभाग/71/2025-27,: [88, 2318, 916, 2329]
